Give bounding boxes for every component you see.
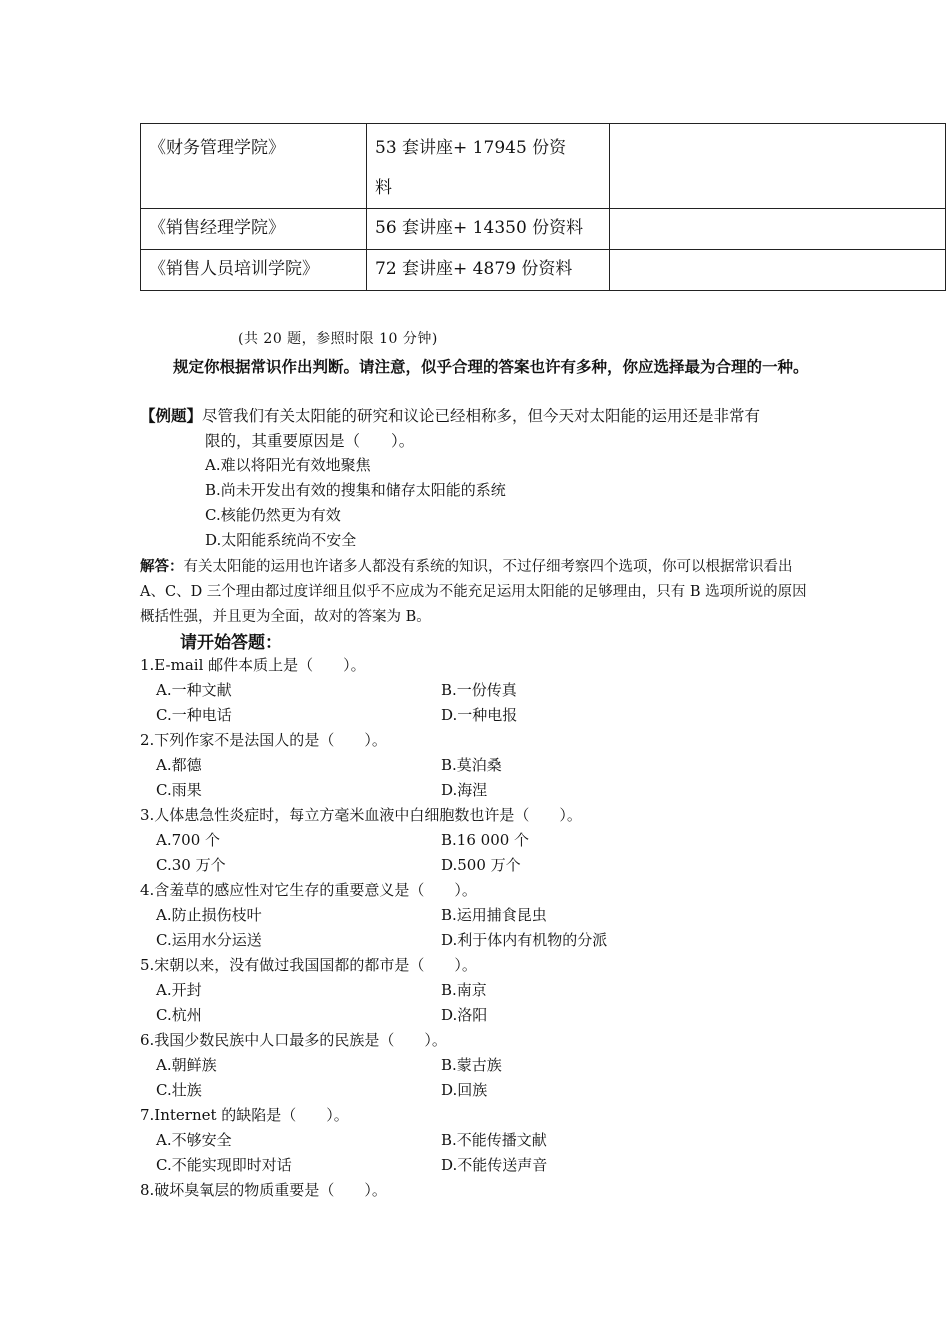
option-c: C.雨果 <box>156 781 202 799</box>
option-a: A.700 个 <box>156 831 220 849</box>
option-a: A.朝鲜族 <box>156 1056 217 1074</box>
table-cell-content <box>367 209 610 250</box>
option-b: B.莫泊桑 <box>441 756 502 774</box>
course-content <box>367 124 609 208</box>
example-option: B.尚未开发出有效的搜集和储存太阳能的系统 <box>205 481 506 499</box>
table-cell-name <box>141 124 367 209</box>
option-b: B.一份传真 <box>441 681 517 699</box>
question-stem: 3.人体患急性炎症时，每立方毫米血液中白细胞数也许是（ ）。 <box>140 806 582 824</box>
option-c: C.一种电话 <box>156 706 232 724</box>
option-c: C.不能实现即时对话 <box>156 1156 292 1174</box>
option-d: D.一种电报 <box>441 706 518 724</box>
example-question-cont: 限的，其重要原因是（ ）。 <box>205 432 415 450</box>
option-d: D.利于体内有机物的分派 <box>441 931 608 949</box>
option-d: D.不能传送声音 <box>441 1156 548 1174</box>
question-stem: 7.Internet 的缺陷是（ ）。 <box>140 1106 349 1124</box>
option-d: D.500 万个 <box>441 856 521 874</box>
course-content-line: 料 <box>375 178 392 198</box>
table-cell-name <box>141 250 367 291</box>
answer-tag: 解答： <box>140 558 184 575</box>
start-heading: 请开始答题： <box>180 633 282 653</box>
option-b: B.不能传播文献 <box>441 1131 547 1149</box>
example-option: C.核能仍然更为有效 <box>205 506 341 524</box>
question-stem: 6.我国少数民族中人口最多的民族是（ ）。 <box>140 1031 447 1049</box>
table-cell-name <box>141 209 367 250</box>
option-b: B.南京 <box>441 981 487 999</box>
option-b: B.16 000 个 <box>441 831 530 849</box>
question-stem: 5.宋朝以来，没有做过我国国都的都市是（ ）。 <box>140 956 477 974</box>
course-content: 56 套讲座+ 14350 份资料 <box>375 218 584 238</box>
option-d: D.海涅 <box>441 781 488 799</box>
option-b: B.蒙古族 <box>441 1056 502 1074</box>
course-name: 《销售人员培训学院》 <box>149 259 319 279</box>
option-a: A.防止损伤枝叶 <box>156 906 262 924</box>
answer-text: 有关太阳能的运用也许诸多人都没有系统的知识，不过仔细考察四个选项，你可以根据常识看出 A、C、D 三个理由都过度详细且似乎不应成为不能充足运用太阳能的足够理由，只有 B 选项所说的原因概括性强，并且更为全面，故对的答案为 B。 <box>140 559 807 625</box>
table-cell-empty <box>610 250 946 291</box>
course-name: 《财务管理学院》 <box>149 138 285 158</box>
table-cell-content <box>367 124 610 209</box>
table-cell-content <box>367 250 610 291</box>
example-tag: 【例题】 <box>140 406 203 425</box>
table-row <box>141 209 946 250</box>
question-stem: 1.E-mail 邮件本质上是（ ）。 <box>140 656 366 674</box>
example-option: D.太阳能系统尚不安全 <box>205 531 357 549</box>
course-content-line: 53 套讲座+ 17945 份资 <box>375 138 567 158</box>
table-row <box>141 124 946 209</box>
example-answer <box>140 554 820 630</box>
option-c: C.杭州 <box>156 1006 202 1024</box>
test-note: (共 20 题，参照时限 10 分钟) <box>238 331 438 347</box>
option-a: A.不够安全 <box>156 1131 232 1149</box>
example-option: A.难以将阳光有效地聚焦 <box>205 456 371 474</box>
example-question <box>140 404 760 426</box>
example-text: 尽管我们有关太阳能的研究和议论已经相称多，但今天对太阳能的运用还是非常有 <box>202 407 761 425</box>
option-c: C.运用水分运送 <box>156 931 262 949</box>
question-stem: 8.破坏臭氧层的物质重要是（ ）。 <box>140 1181 387 1199</box>
option-c: C.30 万个 <box>156 856 226 874</box>
test-instruction: 规定你根据常识作出判断。请注意，似乎合理的答案也许有多种，你应选择最为合理的一种。 <box>173 357 809 376</box>
course-content: 72 套讲座+ 4879 份资料 <box>375 259 573 279</box>
course-name: 《销售经理学院》 <box>149 218 285 238</box>
question-stem: 2.下列作家不是法国人的是（ ）。 <box>140 731 387 749</box>
catalog-table <box>140 123 946 291</box>
option-d: D.洛阳 <box>441 1006 488 1024</box>
option-a: A.开封 <box>156 981 202 999</box>
option-b: B.运用捕食昆虫 <box>441 906 547 924</box>
table-cell-empty <box>610 124 946 209</box>
option-a: A.一种文献 <box>156 681 232 699</box>
option-d: D.回族 <box>441 1081 488 1099</box>
option-a: A.都德 <box>156 756 202 774</box>
table-cell-empty <box>610 209 946 250</box>
option-c: C.壮族 <box>156 1081 202 1099</box>
question-stem: 4.含羞草的感应性对它生存的重要意义是（ ）。 <box>140 881 477 899</box>
table-row <box>141 250 946 291</box>
